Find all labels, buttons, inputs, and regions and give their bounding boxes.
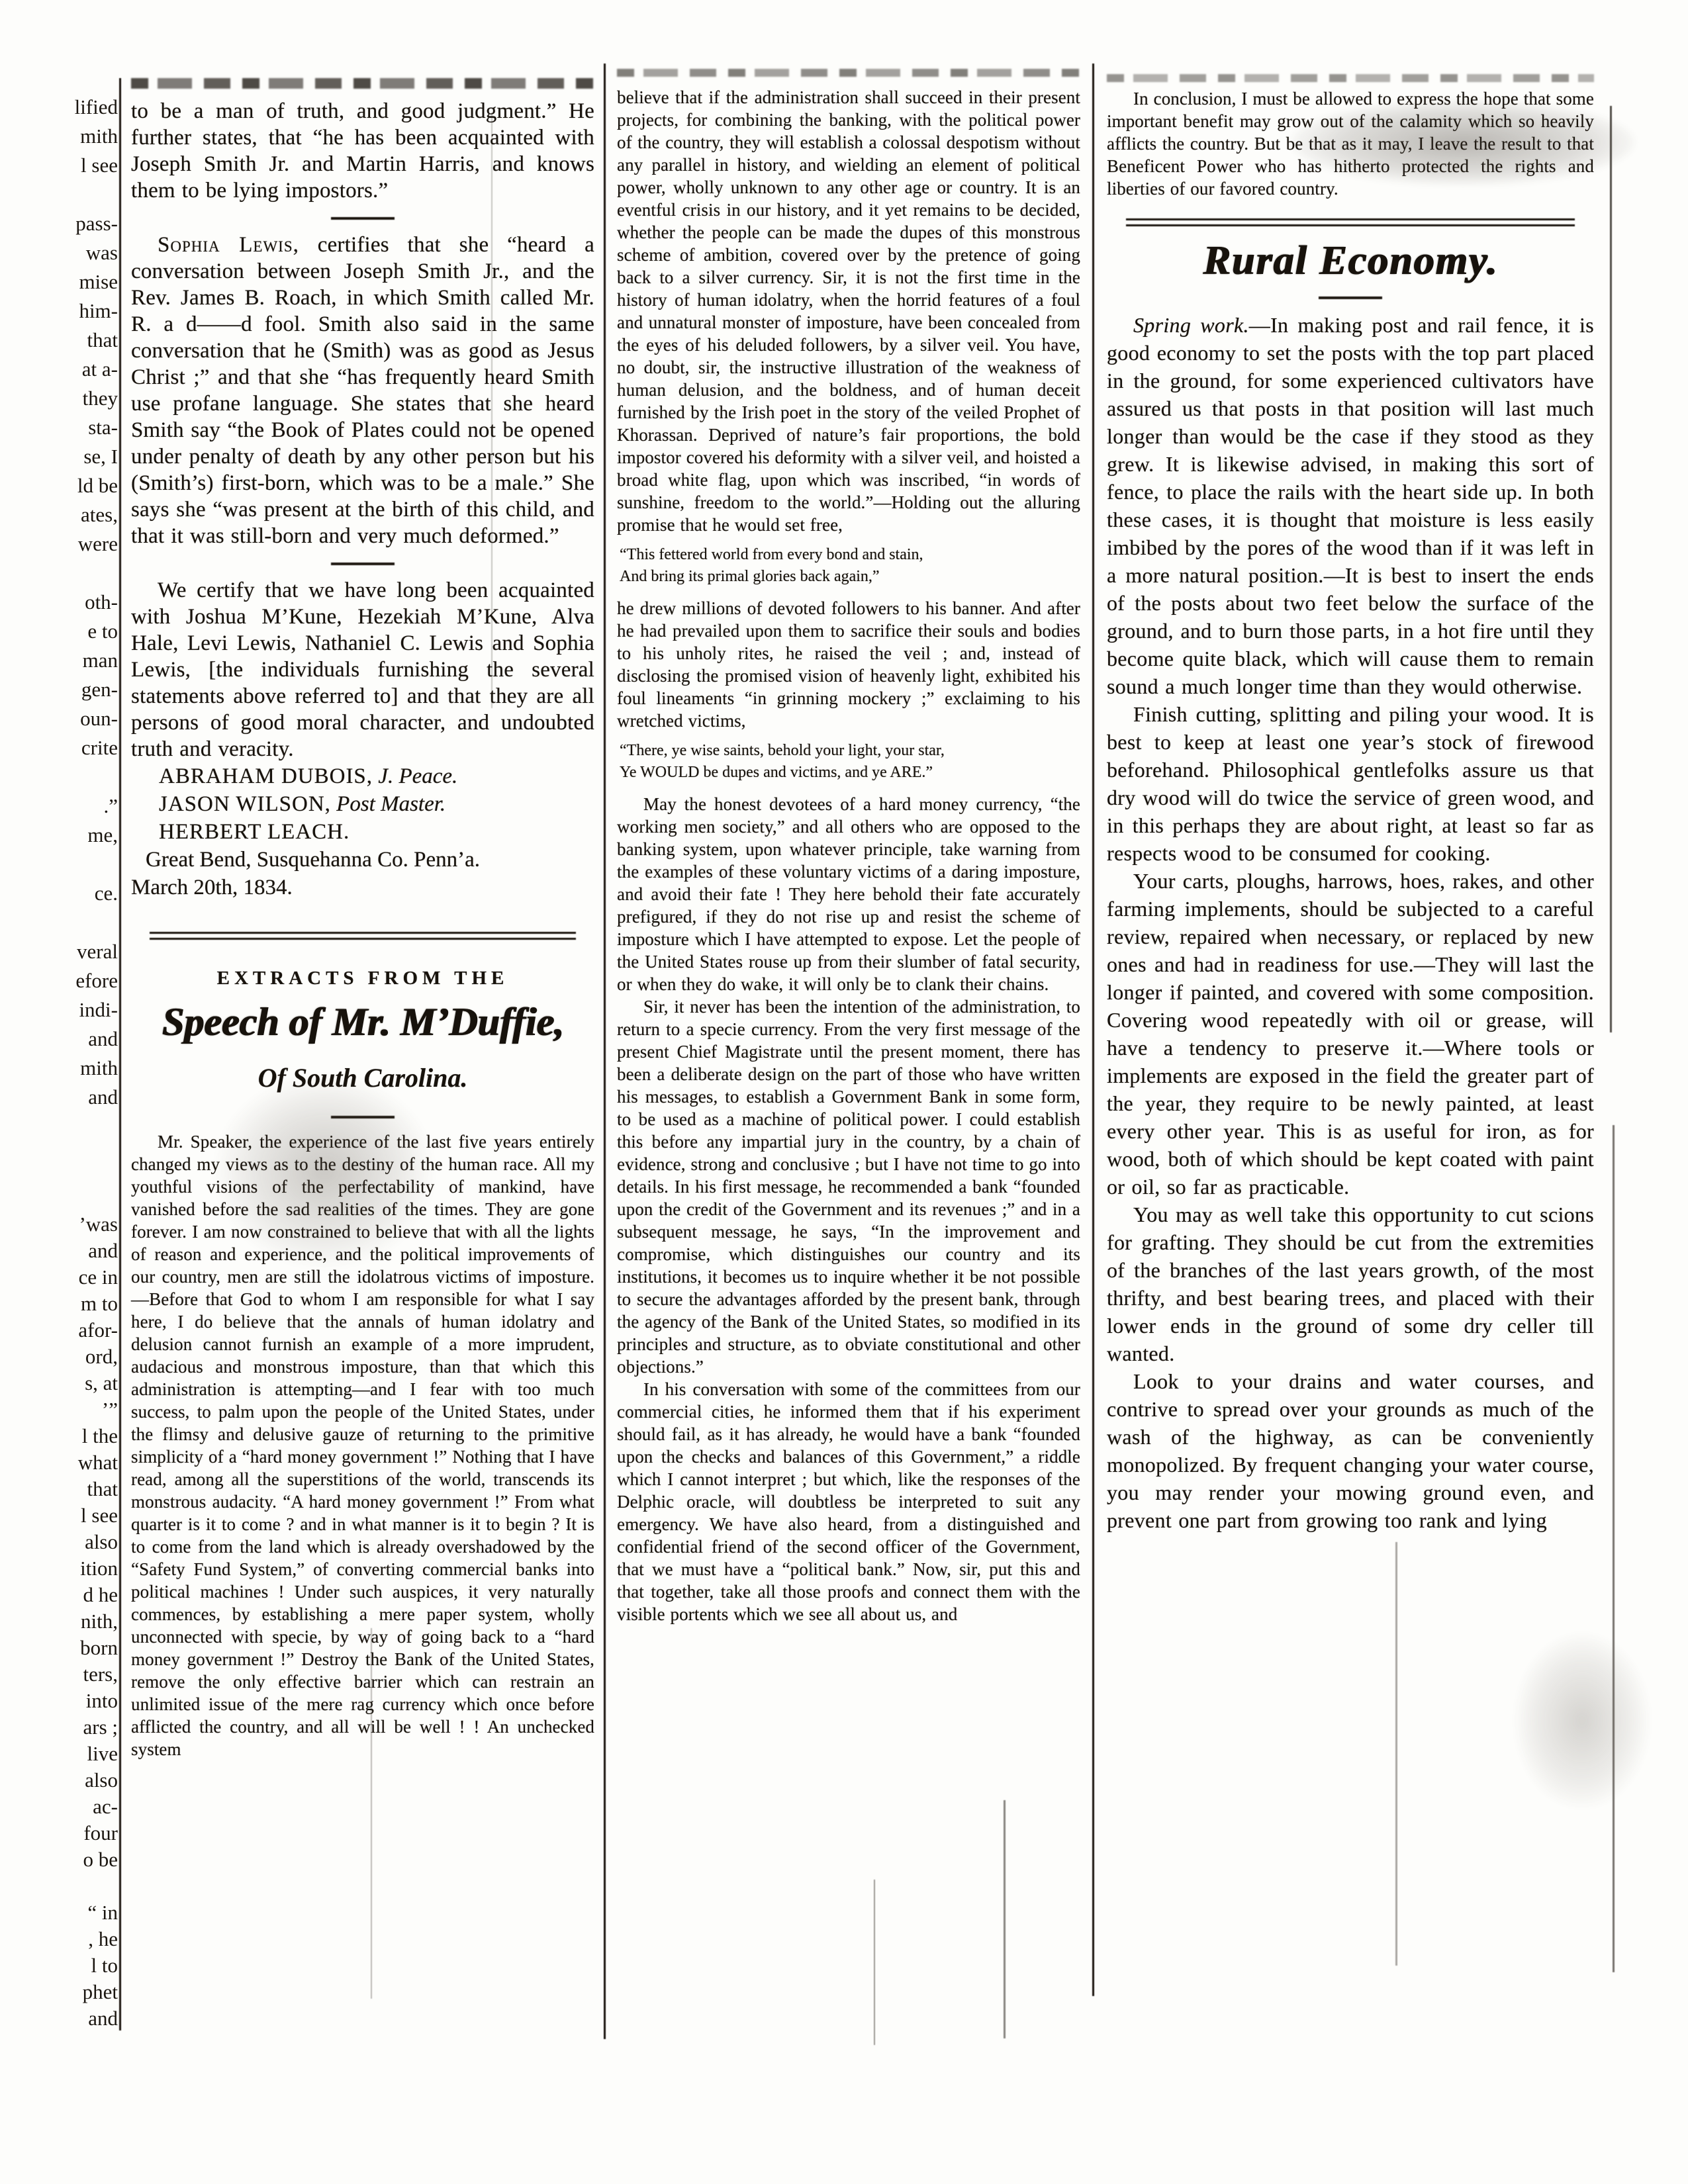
fragment-text: efore	[75, 969, 118, 992]
column-1	[131, 78, 594, 1760]
verse-line: Ye WOULD be dupes and victims, and ye ARE.”	[620, 764, 933, 781]
fragment-text: mith	[80, 1056, 118, 1079]
fragment-text: born	[80, 1636, 118, 1659]
print-streak	[874, 1880, 875, 2045]
fragment-list-top	[48, 93, 118, 1112]
fragment-text: four	[83, 1821, 118, 1844]
fragment-text: also	[85, 1530, 118, 1553]
spring-work-text: —In making post and rail fence, it is good economy to set the posts with the top part placed in the ground, for some experienced cultivators have assured us that posts in that position will last much longer than would be the case if they stood as they grew. It is likewise advised, in making this sort of fence, to place the rails with the heart side up. In both these cases, it is thought that moisture is less easily imbibed by the pores of the wood than if it was left in a more natural position.—It is best to insert the ends of the posts about two feet below the surface of the ground, and to burn those parts, in a hot fire until they become quite black, which will cause them to remain sound a much longer time than they would otherwise.	[1107, 313, 1594, 698]
fragment-text: ld be	[77, 474, 118, 497]
fragment-text: l see	[81, 1504, 118, 1527]
conversation-paragraph: In his conversation with some of the committees from our commercial cities, he informed them that if his experiment should fail, as it has already, he would have a bank “founded upon the checks and balances of this Government,” a riddle which I cannot interpret ; but which, like the responses of the Delphic oracle, will doubtless be interpreted to suit any emergency. We have also heard, from a distinguished and confidential friend of the second officer of the Government, that we must have a “political bank.” Now, sir, put this and that together, take all those proofs and connect them with the visible portents which we see all about us, and	[617, 1379, 1080, 1624]
column-rule-1-2	[604, 64, 606, 2039]
fragment-text: ’was	[79, 1212, 118, 1236]
signature-row	[159, 818, 594, 846]
column-3	[1107, 74, 1594, 1534]
extracts-kicker: EXTRACTS FROM THE	[216, 968, 509, 989]
scions-paragraph: You may as well take this opportunity to cut scions for grafting. They should be cut from the extremities of the branches of the last years growth, of the most thrifty, and best bearing trees, and placed with their lower ends in the ground of some dry celler till wanted.	[1107, 1203, 1594, 1365]
fragment-text: and	[88, 2007, 118, 2030]
fragment-text: nith,	[81, 1610, 118, 1633]
fragment-text: ’”	[101, 1398, 118, 1421]
firewood-paragraph: Finish cutting, splitting and piling your wood. It is best to keep at least one year’s stock of firewood beforehand. Philosophical gentlefolks assure us that dry wood will do twice the service of green wood, and in this perhaps they are about right, at least so far as respects wood to be consumed for cooking.	[1107, 702, 1594, 865]
ink-smudge	[1516, 1635, 1648, 1807]
fragment-text: what	[77, 1451, 118, 1474]
fragment-text: o be	[83, 1848, 118, 1871]
signer-name: HERBERT LEACH.	[159, 820, 350, 844]
verse-line: “This fettered world from every bond and stain,	[620, 546, 923, 563]
signer-name: ABRAHAM DUBOIS,	[159, 764, 373, 788]
fragment-text	[48, 850, 118, 879]
section-rule	[331, 217, 395, 220]
column-rule-right-lower	[1613, 1125, 1615, 1972]
veil-paragraph: he drew millions of devoted followers to his banner. And after he had prevailed upon them to sacrifice their souls and bodies to his unholy rites, he raised the veil ; and, instead of disclosing the promised vision of heavenly light, exhibited his foul lineaments “in grinning mockery ;” exclaiming to his wretched victims,	[617, 598, 1080, 731]
fragment-text: l see	[81, 154, 118, 177]
fragment-column	[48, 93, 118, 2032]
fragment-text: ters,	[83, 1662, 118, 1686]
column-rule-right-upper	[1610, 106, 1612, 1032]
section-rule	[331, 1116, 395, 1118]
signature-block	[131, 762, 594, 846]
fragment-text: was	[85, 241, 118, 264]
fragment-text: that	[87, 328, 118, 351]
cut-off-line	[131, 78, 594, 89]
spring-work-paragraph	[1107, 311, 1594, 700]
dateline-place: Great Bend, Susquehanna Co. Penn’a.	[146, 848, 480, 872]
verse-line: “There, ye wise saints, behold your light, your star,	[620, 742, 945, 759]
fragment-text: “ in	[87, 1901, 118, 1924]
khorassan-flag-verse	[620, 544, 1080, 588]
double-rule	[1126, 218, 1574, 226]
fragment-text: veral	[77, 940, 118, 963]
fragment-text: ce.	[94, 882, 118, 905]
fragment-text: ition	[80, 1557, 118, 1580]
conclusion-paragraph: In conclusion, I must be allowed to express the hope that some important benefit may grow out of the calamity which so heavily afflicts the country. But be that as it may, I leave the result to that Beneficent Power who has hitherto protected the rights and liberties of our favored country.	[1107, 89, 1594, 199]
sophia-lewis-name: Sophia Lewis,	[158, 233, 299, 257]
fragment-text: .”	[103, 794, 118, 817]
signature-row	[159, 762, 594, 790]
fragment-text	[48, 908, 118, 937]
cut-off-line	[617, 69, 1080, 77]
speech-continuation: believe that if the administration shall succeed in their present projects, for combining the banking, with the political power of the country, they will establish a colossal despotism without any parallel in history, and wielding an element of political power, wholly unknown to any other age or country. It is an eventful crisis in our history, and it yet remains to be decided, whether the people can be made the dupes of this monstrous scheme of ambition, covered over by the pretence of going back to a silver currency. Sir, it is not the first time in the history of human idolatry, when the horrid features of a foul and unnatural monster of imposture, have been concealed from the eyes of his deluded followers, by a silver veil. You have, no doubt, sir, the instructive illustration of the weakness of human delusion, and the boldness, and of human deceit furnished by the Irish poet in the story of the veiled Prophet of Khorassan. Deprived of nature’s fair proportions, the bold impostor covered his deformity with a silver veil, and hoisted a broad white flag, upon which was inscribed, “in words of sunshine, freedom to the world.”—Holding out the alluring promise that he would set free,	[617, 87, 1080, 535]
certification-statement: We certify that we have long been acquainted with Joshua M’Kune, Hezekiah M’Kune, Alva Hale, Levi Lewis, Nathaniel C. Lewis and Sophia Lewis, [the individuals furnishing the several statements above referred to] and that they are all persons of good moral character, and undoubted truth and veracity.	[131, 578, 594, 761]
fragment-text: pass-	[75, 212, 118, 235]
fragment-text: sta-	[88, 416, 118, 439]
speech-title: Speech of Mr. M’Duffie,	[162, 1000, 564, 1044]
fragment-text: man	[82, 649, 118, 672]
acquaintance-statement: to be a man of truth, and good judgment.” He further states, that “he has been acquainted with Joseph Smith Jr. and Martin Harris, and knows them to be lying impostors.”	[131, 99, 594, 203]
spring-work-lead: Spring work.	[1133, 313, 1249, 337]
fragment-text: into	[85, 1689, 118, 1712]
signer-title: Post Master.	[336, 792, 446, 816]
fragment-text	[48, 559, 118, 588]
double-rule	[150, 932, 576, 940]
fragment-text: live	[87, 1742, 118, 1765]
fragment-text: and	[88, 1239, 118, 1262]
fragment-text	[48, 1873, 118, 1899]
fragment-text: that	[87, 1477, 118, 1500]
fragment-text: e to	[87, 619, 118, 643]
verse-line: And bring its primal glories back again,”	[620, 568, 880, 585]
fragment-text: indi-	[79, 998, 118, 1021]
fragment-text: s, at	[85, 1371, 118, 1394]
fragment-text: mith	[80, 124, 118, 148]
fragment-text: ars ;	[83, 1715, 118, 1739]
fragment-text: and	[88, 1085, 118, 1109]
fragment-text: me,	[87, 823, 118, 846]
fragment-text: ac-	[93, 1795, 118, 1818]
fragment-text: se, I	[83, 445, 118, 468]
print-streak	[1395, 1542, 1397, 1966]
fragment-text: lified	[74, 95, 118, 118]
fragment-text: m to	[81, 1292, 118, 1315]
sophia-lewis-statement	[131, 232, 594, 549]
fragment-text: him-	[79, 299, 118, 322]
fragment-text: they	[82, 387, 118, 410]
fragment-text: at a-	[81, 357, 118, 381]
section-rule	[331, 563, 395, 565]
fragment-text: oth-	[85, 590, 118, 614]
column-rule-left	[119, 78, 121, 2030]
column-rule-2-3	[1092, 64, 1094, 1996]
fragment-text: gen-	[81, 678, 118, 701]
intention-paragraph: Sir, it never has been the intention of the administration, to return to a specie currency. From the very first message of the present Chief Magistrate until the present moment, there has been a deliberate design on the part of those who have written his messages, to establish a Government Bank in some form, to be used as a machine of political power. I could establish this before any impartial jury in the country, by a chain of evidence, strong and conclusive ; but I have not time to go into details. In his first message, he recommended a bank “founded upon the credit of the Government and its revenues ;” and in a subsequent message, he says, “In the improvement and compromise, which distinguishes our country and its institutions, it becomes us to inquire whether it be not possible to secure the advantages afforded by the present bank, through the agency of the Bank of the United States, so modified in its principles and structure, as to obviate constitutional and other objections.”	[617, 997, 1080, 1377]
dateline-date: March 20th, 1834.	[131, 876, 293, 899]
signer-title: J. Peace.	[378, 764, 458, 788]
fragment-text: l the	[81, 1424, 118, 1447]
fragment-text: phet	[82, 1980, 118, 2003]
fragment-text: d he	[83, 1583, 118, 1606]
fragment-text	[48, 180, 118, 209]
section-rule	[1319, 296, 1382, 299]
implements-paragraph: Your carts, ploughs, harrows, hoes, rakes, and other farming implements, should be subjected to a careful review, repaired when necessary, or replaced by new ones and had in readiness for use.—They will last the longer if painted, and covered with some composition. Covering wood repeatedly with oil or grease, will have a tendency to preserve it.—Where tools or implements are exposed in the field the greater part of the year, they require to be newly painted, at least every other year. This is as useful for iron, as for wood, both of which should be kept coated with paint or oil, so far as practicable.	[1107, 869, 1594, 1199]
rural-economy-title: Rural Economy.	[1203, 238, 1498, 283]
wise-saints-verse	[620, 740, 1080, 784]
column-2	[617, 69, 1080, 1625]
fragment-text: also	[85, 1768, 118, 1792]
warning-paragraph: May the honest devotees of a hard money currency, “the working men society,” and all others who are opposed to the banking system, upon whatever principle, take warning from the examples of these voluntary victims of a daring imposture, and avoid their fate ! They here behold their fate accurately prefigured, if they do not rise up and resist the scheme of imposture which I have attempted to expose. Let the people of the United States rouse up from their slumber of fatal security, or when they do wake, it will only be to clank their chains.	[617, 794, 1080, 994]
fragment-text: ates,	[81, 503, 118, 526]
fragment-text: ce in	[78, 1265, 118, 1289]
print-streak	[1004, 1800, 1006, 2038]
signer-name: JASON WILSON,	[159, 792, 331, 816]
sophia-lewis-text: certifies that she “heard a conversation between Joseph Smith Jr., and the Rev. James B. Roach, in which Smith called Mr. R. a d——d fool. Smith also said in the same conversation that he (Smith) was as good as Jesus Christ ;” and that she “has frequently heard Smith use profane language. She states that she heard Smith say “the Book of Plates could not be opened under penalty of death by any other person but his (Smith’s) first-born, which was to be a male.” She says she “was present at the birth of this child, and that it was still-born and very much deformed.”	[131, 233, 594, 548]
fragment-text: l to	[91, 1954, 118, 1977]
fragment-text: oun-	[80, 707, 118, 730]
mduffie-speech-opening: Mr. Speaker, the experience of the last five years entirely changed my views as to the destiny of the human race. All my youthful visions of the perfectability of mankind, have vanished before the sad realities of the times. They are gone forever. I am now constrained to believe that with all the lights of reason and experience, and the political improvements of our country, men are still the idolatrous victims of imposture.—Before that God to whom I am responsible for what I say here, I do believe that the annals of human idolatry and delusion cannot furnish an example of a more imprudent, audacious and monstrous imposture, than that which this administration is attempting—and I fear with too much success, to palm upon the people of the United States, under the flimsy and delusive gauze of returning to the primitive simplicity of a “hard money government !” Nothing that I have read, among all the superstitions of the world, transcends its monstrous audacity. “A hard money government !” From what quarter is it to come ? and in what manner is it to begin ? It is to come from the land which is already overshadowed by the “Safety Fund System,” of converting commercial banks into political machines ! Under such auspices, it very naturally commences, by establishing a mere paper system, wholly unconnected with specie, by way of going back to a “hard money government !” Destroy the Bank of the United States, remove the only effective barrier which can restrain an unlimited issue of the mere rag currency which once before afflicted the country, and all will be well ! ! An unchecked system	[131, 1132, 594, 1759]
fragment-list-bottom	[48, 1211, 118, 2032]
fragment-text: , he	[88, 1927, 118, 1950]
fragment-text: mise	[79, 270, 118, 293]
fragment-text	[48, 762, 118, 792]
fragment-text: crite	[81, 736, 118, 759]
speech-subtitle: Of South Carolina.	[258, 1063, 468, 1093]
fragment-text: and	[88, 1027, 118, 1050]
cut-off-line	[1107, 74, 1594, 82]
fragment-text: were	[77, 532, 118, 555]
signature-row	[159, 790, 594, 818]
drains-paragraph: Look to your drains and water courses, and contrive to spread over your grounds as much of the wash of the highway, as can be conveniently monopolized. By frequent changing your water course, you may render your mowing ground even, and prevent one part from growing too rank and lying	[1107, 1369, 1594, 1532]
fragment-text: ord,	[85, 1345, 118, 1368]
fragment-text: afor-	[78, 1318, 118, 1342]
